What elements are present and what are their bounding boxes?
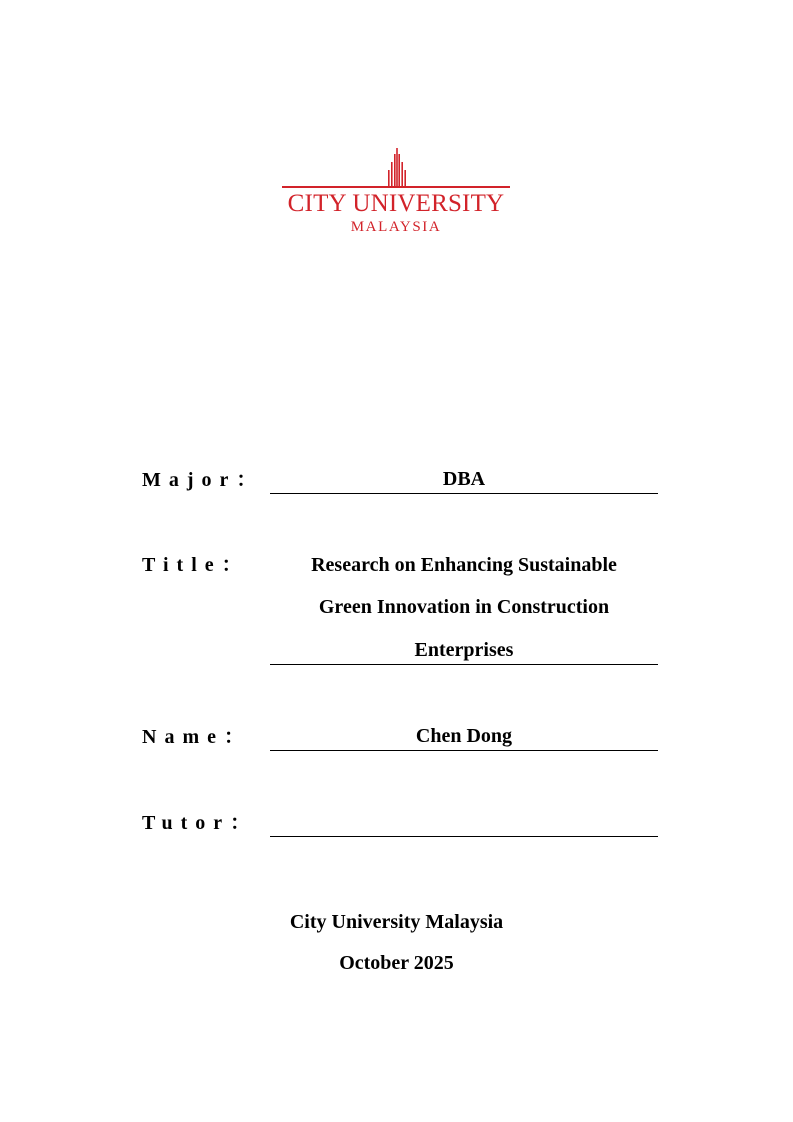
name-underline	[270, 750, 658, 751]
major-value: DBA	[442, 468, 486, 490]
major-underline	[270, 493, 658, 494]
logo-university-name: CITY UNIVERSITY	[287, 190, 505, 217]
title-label: Title：	[142, 554, 250, 576]
footer-institution: City University Malaysia	[289, 911, 504, 933]
name-value: Chen Dong	[415, 725, 513, 747]
title-line-1: Research on Enhancing Sustainable	[311, 554, 617, 576]
tutor-label: Tutor：	[142, 812, 259, 834]
tutor-underline	[270, 836, 658, 837]
title-line-2: Green Innovation in Construction	[318, 596, 610, 618]
tower-icon	[386, 148, 408, 188]
major-label: Major：	[142, 469, 265, 491]
footer-date: October 2025	[339, 952, 454, 974]
title-line-3: Enterprises	[414, 639, 514, 661]
name-label: Name：	[142, 726, 252, 748]
university-logo	[282, 148, 510, 238]
logo-country: MALAYSIA	[350, 219, 442, 235]
logo-divider	[282, 186, 510, 188]
title-underline	[270, 664, 658, 665]
